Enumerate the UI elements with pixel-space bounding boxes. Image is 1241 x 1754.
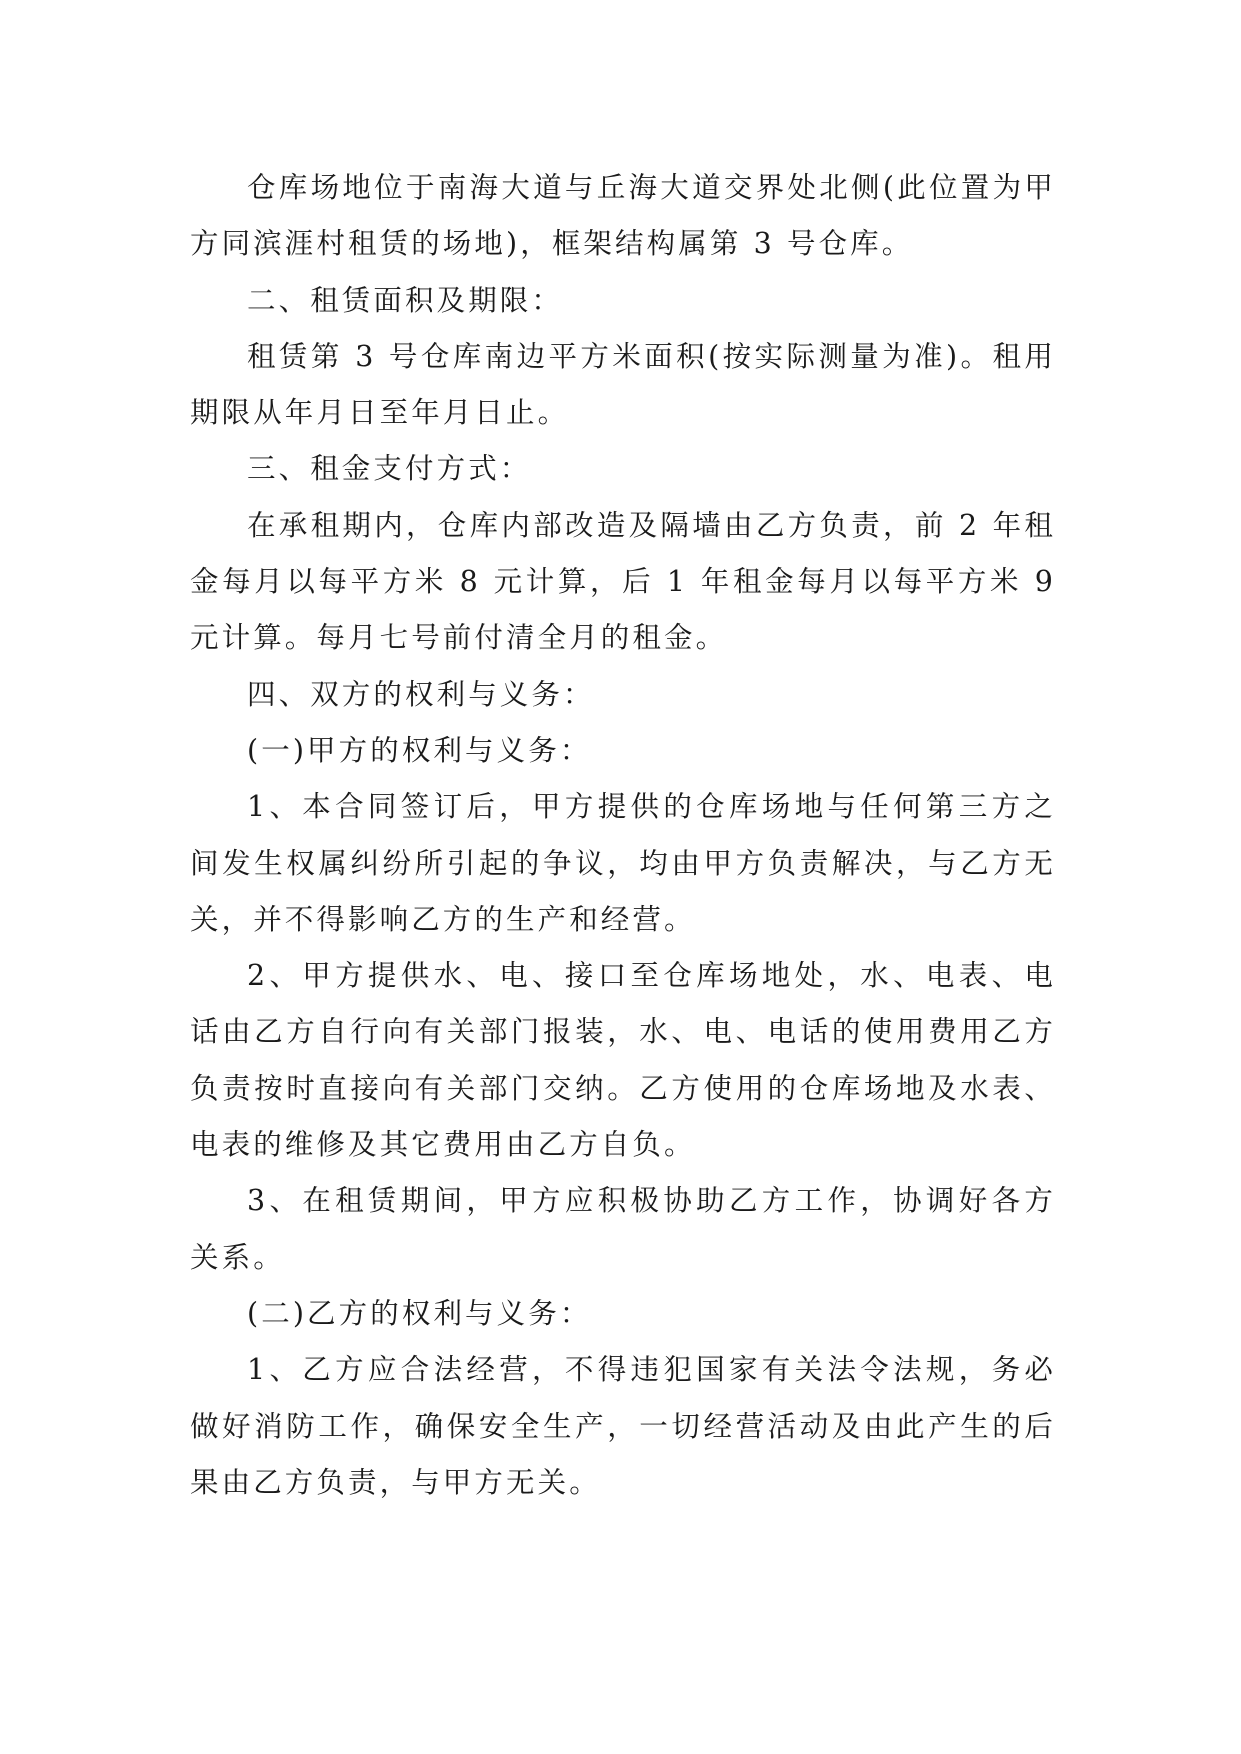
paragraph-rent-payment: 在承租期内，仓库内部改造及隔墙由乙方负责，前 2 年租金每月以每平方米 8 元计算，后 1 年租金每月以每平方米 9 元计算。每月七号前付清全月的租金。 bbox=[190, 508, 1056, 655]
heading-rights-obligations: 四、双方的权利与义务： bbox=[247, 677, 595, 711]
document-body bbox=[190, 160, 1056, 1511]
paragraph-location: 仓库场地位于南海大道与丘海大道交界处北侧(此位置为甲方同滨涯村租赁的场地)，框架结构属第 3 号仓库。 bbox=[190, 171, 1056, 261]
subheading-party-b: (二)乙方的权利与义务： bbox=[247, 1296, 592, 1330]
heading-area-and-term: 二、租赁面积及期限： bbox=[247, 283, 564, 317]
paragraph-party-a-1: 1、本合同签订后，甲方提供的仓库场地与任何第三方之间发生权属纠纷所引起的争议，均由甲方负责解决，与乙方无关，并不得影响乙方的生产和经营。 bbox=[190, 790, 1056, 936]
subheading-party-a: (一)甲方的权利与义务： bbox=[247, 733, 592, 767]
paragraph-party-a-3: 3、在租赁期间，甲方应积极协助乙方工作，协调好各方关系。 bbox=[190, 1184, 1056, 1274]
heading-rent-payment: 三、租金支付方式： bbox=[247, 452, 532, 486]
paragraph-party-a-2: 2、甲方提供水、电、接口至仓库场地处，水、电表、电话由乙方自行向有关部门报装，水、电、电话的使用费用乙方负责按时直接向有关部门交纳。乙方使用的仓库场地及水表、电表的维修及其它费用由乙方自负。 bbox=[190, 959, 1056, 1162]
paragraph-party-b-1: 1、乙方应合法经营，不得违犯国家有关法令法规，务必做好消防工作，确保安全生产，一切经营活动及由此产生的后果由乙方负责，与甲方无关。 bbox=[190, 1353, 1056, 1499]
paragraph-area-and-term: 租赁第 3 号仓库南边平方米面积(按实际测量为准)。租用期限从年月日至年月日止。 bbox=[190, 339, 1056, 430]
